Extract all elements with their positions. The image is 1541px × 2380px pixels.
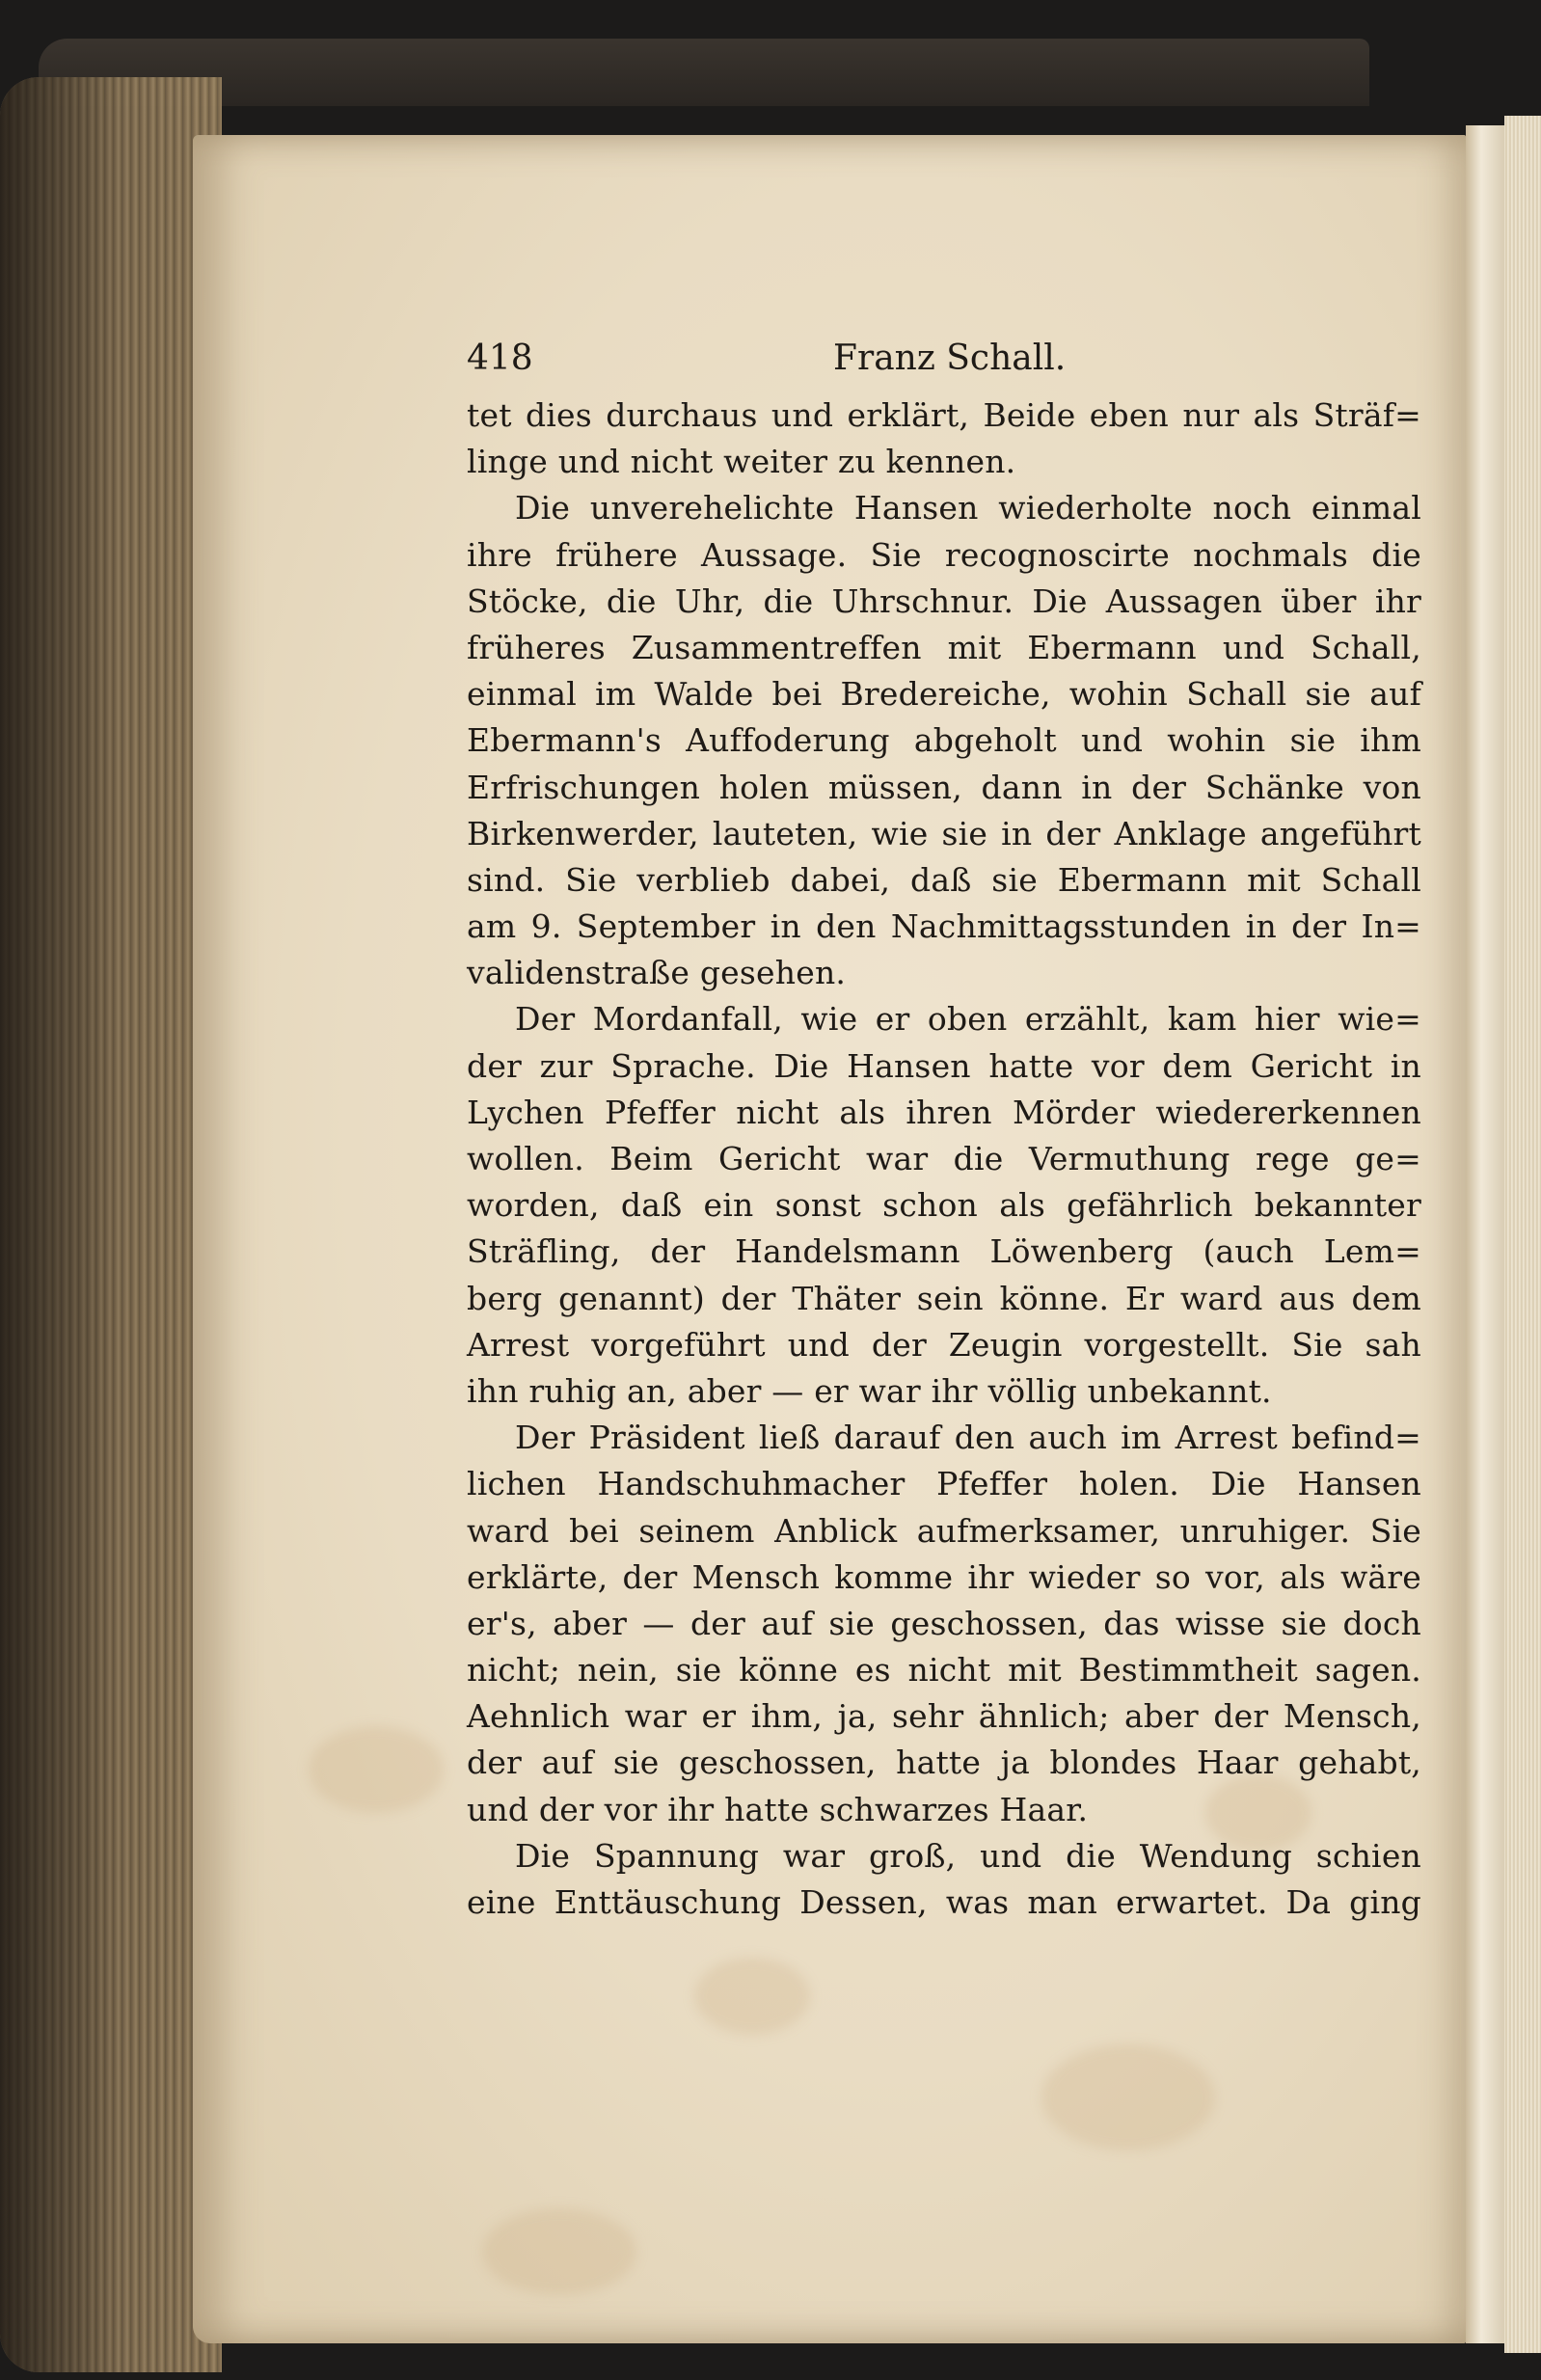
text-line: Der Präsident ließ darauf den auch im Arrest befind= [515,1419,1421,1457]
text-line: er's, aber — der auf sie geschossen, das wisse sie doch [467,1604,1421,1642]
book-cover-edge [39,39,1369,106]
text-line: ihn ruhig an, aber — er war ihr völlig unbekannt. [467,1371,1272,1410]
text-line: wollen. Beim Gericht war die Vermuthung rege ge= [467,1140,1421,1177]
text-line: tet dies durchaus und erklärt, Beide eben nur als Sträf= [467,396,1421,434]
text-line: Lychen Pfeffer nicht als ihren Mörder wiedererkennen [467,1093,1421,1131]
text-line: Der Mordanfall, wie er oben erzählt, kam hier wie= [515,1000,1421,1039]
text-line: einmal im Walde bei Bredereiche, wohin Schall sie auf [467,675,1421,714]
text-line: Birkenwerder, lauteten, wie sie in der Anklage angeführt [467,814,1421,852]
page-stain [309,1726,444,1813]
text-line: Die Spannung war groß, und die Wendung schien [515,1836,1421,1875]
page-stack-shadow [0,77,222,2372]
page-header [467,333,1421,391]
page-number: 418 [467,338,533,378]
running-title: Franz Schall. [833,338,1067,378]
text-line: Die unverehelichte Hansen wiederholte noch einmal [515,489,1421,527]
text-line: ward bei seinem Anblick aufmerksamer, unruhiger. Sie [467,1511,1421,1550]
text-line: der zur Sprache. Die Hansen hatte vor dem Gericht in [467,1046,1421,1085]
text-line: nicht; nein, sie könne es nicht mit Bestimmtheit sagen. [467,1651,1421,1690]
text-line: worden, daß ein sonst schon als gefährlich bekannter [467,1186,1421,1225]
page-stain [1041,2044,1215,2150]
body-text [467,392,1421,1926]
page-stain [694,1958,810,2035]
text-line: und der vor ihr hatte schwarzes Haar. [467,1790,1089,1828]
text-line: am 9. September in den Nachmittagsstunden in der In= [467,907,1421,946]
text-line: sind. Sie verblieb dabei, daß sie Ebermann mit Schall [467,860,1421,899]
text-line: lichen Handschuhmacher Pfeffer holen. Die Hansen [467,1465,1421,1503]
text-line: Aehnlich war er ihm, ja, sehr ähnlich; aber der Mensch, [467,1697,1421,1736]
page-stain [482,2208,636,2295]
text-line: früheres Zusammentreffen mit Ebermann und Schall, [467,628,1421,666]
text-line: erklärte, der Mensch komme ihr wieder so vor, als wäre [467,1557,1421,1596]
text-line: berg genannt) der Thäter sein könne. Er ward aus dem [467,1279,1421,1317]
text-line: Stöcke, die Uhr, die Uhrschnur. Die Aussagen über ihr [467,581,1421,620]
text-line: der auf sie geschossen, hatte ja blondes Haar gehabt, [467,1744,1421,1782]
text-line: Sträfling, der Handelsmann Löwenberg (auch Lem= [467,1232,1421,1271]
text-line: linge und nicht weiter zu kennen. [467,443,1016,481]
text-line: Erfrischungen holen müssen, dann in der Schänke von [467,768,1421,806]
next-pages-edge [1504,116,1541,2353]
text-line: validenstraße gesehen. [467,954,847,992]
text-line: eine Enttäuschung Dessen, was man erwartet. Da ging [467,1883,1421,1921]
text-line: Arrest vorgeführt und der Zeugin vorgestellt. Sie sah [467,1325,1421,1364]
text-line: ihre frühere Aussage. Sie recognoscirte nochmals die [467,535,1421,574]
text-line: Ebermann's Auffoderung abgeholt und wohin sie ihm [467,721,1421,760]
page-text [467,333,1421,1926]
page-gutter [1466,125,1504,2343]
